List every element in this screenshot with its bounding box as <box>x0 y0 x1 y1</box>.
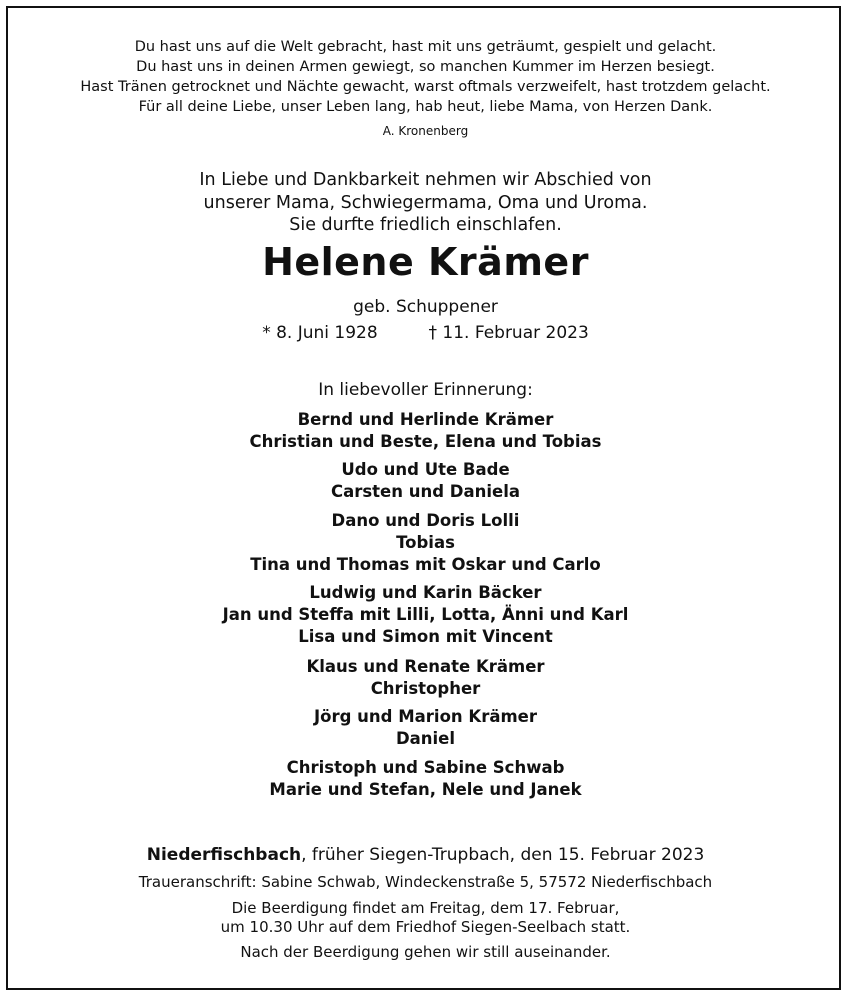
deceased-name: Helene Krämer <box>262 240 589 284</box>
poem-line-3: Hast Tränen getrocknet und Nächte gewacht, warst oftmals verzweifelt, hast trotzdem gelacht. <box>80 79 771 95</box>
mourner-line: Jörg und Marion Krämer <box>314 707 537 726</box>
birth-date: * 8. Juni 1928 <box>262 323 378 343</box>
funeral-info-2: um 10.30 Uhr auf dem Friedhof Siegen-Seelbach statt. <box>220 918 631 936</box>
intro-line-2: unserer Mama, Schwiegermama, Oma und Uroma. <box>203 193 648 213</box>
poem-line-1: Du hast uns auf die Welt gebracht, hast mit uns geträumt, gespielt und gelacht. <box>134 39 717 55</box>
mourner-line: Daniel <box>395 729 456 748</box>
death-date: † 11. Februar 2023 <box>428 323 589 343</box>
mourners-heading: In liebevoller Erinnerung: <box>318 380 533 400</box>
place-and-date <box>8 845 843 865</box>
poem-author: A. Kronenberg <box>382 124 469 138</box>
poem-line-4: Für all deine Liebe, unser Leben lang, hab heut, liebe Mama, von Herzen Dank. <box>138 99 713 115</box>
place-date-rest: , früher Siegen-Trupbach, den 15. Februar 2023 <box>301 845 705 865</box>
life-dates <box>8 323 843 343</box>
mourner-line: Marie und Stefan, Nele und Janek <box>269 780 582 799</box>
mourner-line: Christopher <box>370 679 481 698</box>
mourner-line: Carsten und Daniela <box>330 482 521 501</box>
poem-line-2: Du hast uns in deinen Armen gewiegt, so manchen Kummer im Herzen besiegt. <box>136 59 715 75</box>
mourner-line: Dano und Doris Lolli <box>331 511 520 530</box>
mourner-line: Christoph und Sabine Schwab <box>286 758 565 777</box>
mourner-line: Jan und Steffa mit Lilli, Lotta, Änni und Karl <box>222 605 629 624</box>
mourner-line: Bernd und Herlinde Krämer <box>297 410 554 429</box>
mourner-line: Lisa und Simon mit Vincent <box>298 627 553 646</box>
mourning-address: Traueranschrift: Sabine Schwab, Windeckenstraße 5, 57572 Niederfischbach <box>138 873 713 891</box>
maiden-name: geb. Schuppener <box>353 297 498 317</box>
mourner-line: Klaus und Renate Krämer <box>306 657 545 676</box>
intro-line-3: Sie durfte friedlich einschlafen. <box>289 215 562 235</box>
after-funeral-note: Nach der Beerdigung gehen wir still auseinander. <box>240 943 611 961</box>
intro-line-1: In Liebe und Dankbarkeit nehmen wir Abschied von <box>199 170 652 190</box>
mourner-line: Tobias <box>396 533 455 552</box>
mourner-line: Christian und Beste, Elena und Tobias <box>249 432 602 451</box>
mourner-line: Tina und Thomas mit Oskar und Carlo <box>250 555 601 574</box>
mourner-line: Udo und Ute Bade <box>341 460 510 479</box>
place-name: Niederfischbach <box>146 845 302 865</box>
funeral-info-1: Die Beerdigung findet am Freitag, dem 17. Februar, <box>231 899 620 917</box>
mourner-line: Ludwig und Karin Bäcker <box>309 583 542 602</box>
